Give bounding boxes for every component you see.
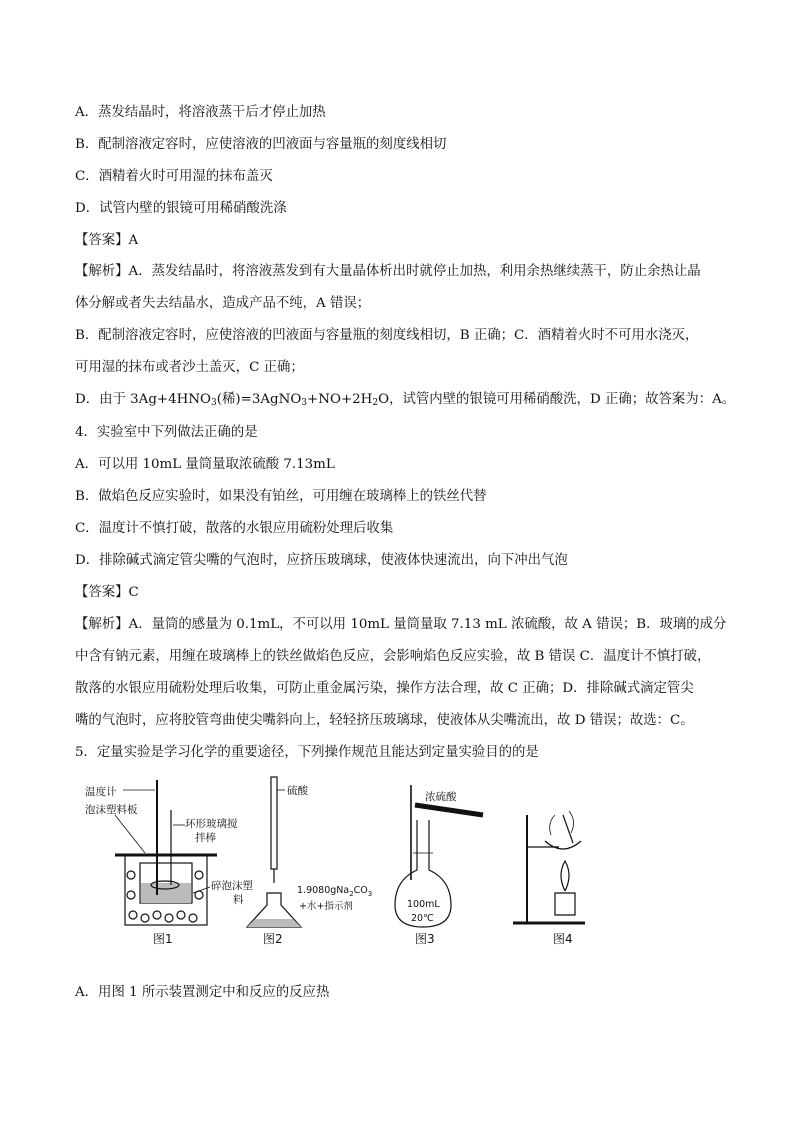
figure-1 xyxy=(115,780,217,925)
alcohol-lamp xyxy=(555,893,575,915)
fig2-caption: 图2 xyxy=(263,932,283,946)
flask-liquid xyxy=(247,919,301,927)
q4-analysis-line1: 【解析】A．量筒的感量为 0.1mL，不可以用 10mL 量筒量取 7.13 mL 浓硫酸，故 A 错误；B．玻璃的成分 xyxy=(75,617,727,632)
volumetric-flask xyxy=(395,820,451,927)
flame xyxy=(561,861,569,891)
q4-option-d: D．排除碱式滴定管尖嘴的气泡时，应挤压玻璃球，使液体快速流出，向下冲出气泡 xyxy=(75,553,568,568)
fig1-label-stirrer: 环形玻璃搅 xyxy=(185,818,238,830)
q3-analysis-line5: D．由于 $3Ag+4HNO_3$(稀)$=3AgNO_3+NO+2H_2O$，试管内壁的银镜可用稀硝酸洗，D 正确；故答案为：A。 xyxy=(75,392,736,408)
fig1-label-foam: 碎泡沫塑 xyxy=(211,880,253,892)
fig4-caption: 图4 xyxy=(553,932,573,946)
fig1-label-board: 泡沫塑料板 xyxy=(85,804,138,816)
q4-option-c: C．温度计不慎打破，散落的水银应用硫粉处理后收集 xyxy=(75,521,394,536)
q3-option-b: B．配制溶液定容时，应使溶液的凹液面与容量瓶的刻度线相切 xyxy=(75,137,447,152)
q3-analysis-line4: 可用湿的抹布或者沙土盖灭，C 正确； xyxy=(75,360,304,375)
q3-option-a: A．蒸发结晶时，将溶液蒸干后才停止加热 xyxy=(75,105,326,120)
foam-piece xyxy=(189,914,197,922)
q4-option-b: B．做焰色反应实验时，如果没有铂丝，可用缠在玻璃棒上的铁丝代替 xyxy=(75,489,487,504)
q5-option-a: A．用图 1 所示装置测定中和反应的反应热 xyxy=(75,985,330,1000)
figure-4 xyxy=(513,811,585,923)
leader-line xyxy=(115,815,145,853)
foam-piece xyxy=(153,911,161,919)
burette xyxy=(271,777,277,869)
foam-piece xyxy=(129,911,137,919)
q4-stem: 4．实验室中下列做法正确的是 xyxy=(75,425,258,440)
foam-piece xyxy=(127,891,135,899)
experiment-figures-svg xyxy=(85,775,685,955)
experiment-figures xyxy=(85,775,685,955)
fig1-caption: 图1 xyxy=(153,932,173,946)
q3-analysis-line3: B．配制溶液定容时，应使溶液的凹液面与容量瓶的刻度线相切，B 正确；C．酒精着火时不可用水浇灭， xyxy=(75,328,699,343)
fig1-label-thermometer: 温度计 xyxy=(85,786,117,798)
fig1-label-foam2: 料 xyxy=(233,894,244,906)
steam xyxy=(550,811,574,835)
fig3-caption: 图3 xyxy=(415,932,435,946)
q4-option-a: A．可以用 10mL 量筒量取浓硫酸 7.13mL xyxy=(75,457,335,472)
foam-piece xyxy=(127,871,135,879)
q5-stem: 5．定量实验是学习化学的重要途径，下列操作规范且能达到定量实验目的的是 xyxy=(75,745,539,760)
q4-analysis-line3: 散落的水银应用硫粉处理后收集，可防止重金属污染，操作方法合理，故 C 正确；D．排除碱式滴定管尖 xyxy=(75,681,694,696)
stirring-rod xyxy=(563,815,573,843)
q4-analysis-line2: 中含有钠元素，用缠在玻璃棒上的铁丝做焰色反应，会影响焰色反应实验，故 B 错误 C．温度计不慎打破， xyxy=(75,649,711,664)
fig1-label-stirrer2: 拌棒 xyxy=(195,832,216,844)
foam-piece xyxy=(165,914,173,922)
q3-analysis-line1: 【解析】A．蒸发结晶时，将溶液蒸发到有大量晶体析出时就停止加热，利用余热继续蒸干，防止余热让晶 xyxy=(75,264,701,279)
fig2-label-mass: $1.9080gNa_2CO_3$ xyxy=(297,885,373,898)
foam-piece xyxy=(141,914,149,922)
inner-liquid xyxy=(141,883,191,903)
fig3-label-acid: 浓硫酸 xyxy=(425,791,457,803)
fig3-label-temp: 20℃ xyxy=(411,913,434,924)
q3-option-c: C．酒精着火时可用湿的抹布盖灭 xyxy=(75,169,273,184)
fig2-label-acid: 硫酸 xyxy=(287,785,308,797)
figure-2 xyxy=(247,777,301,927)
q4-answer: 【答案】C xyxy=(75,585,139,600)
q3-analysis-line2: 体分解或者失去结晶水，造成产品不纯，A 错误； xyxy=(75,296,371,311)
q4-analysis-line4: 嘴的气泡时，应将胶管弯曲使尖嘴斜向上，轻轻挤压玻璃球，使液体从尖嘴流出，故 D 错误；故选：C。 xyxy=(75,713,694,728)
evaporating-dish xyxy=(545,841,581,849)
foam-piece xyxy=(195,871,203,879)
fig3-label-volume: 100mL xyxy=(407,899,440,910)
q3-answer: 【答案】A xyxy=(75,233,139,248)
acid-tube xyxy=(415,805,483,815)
fig2-label-water: +水+指示剂 xyxy=(299,901,353,912)
foam-piece xyxy=(177,911,185,919)
q3-option-d: D．试管内壁的银镜可用稀硝酸洗涤 xyxy=(75,201,287,216)
